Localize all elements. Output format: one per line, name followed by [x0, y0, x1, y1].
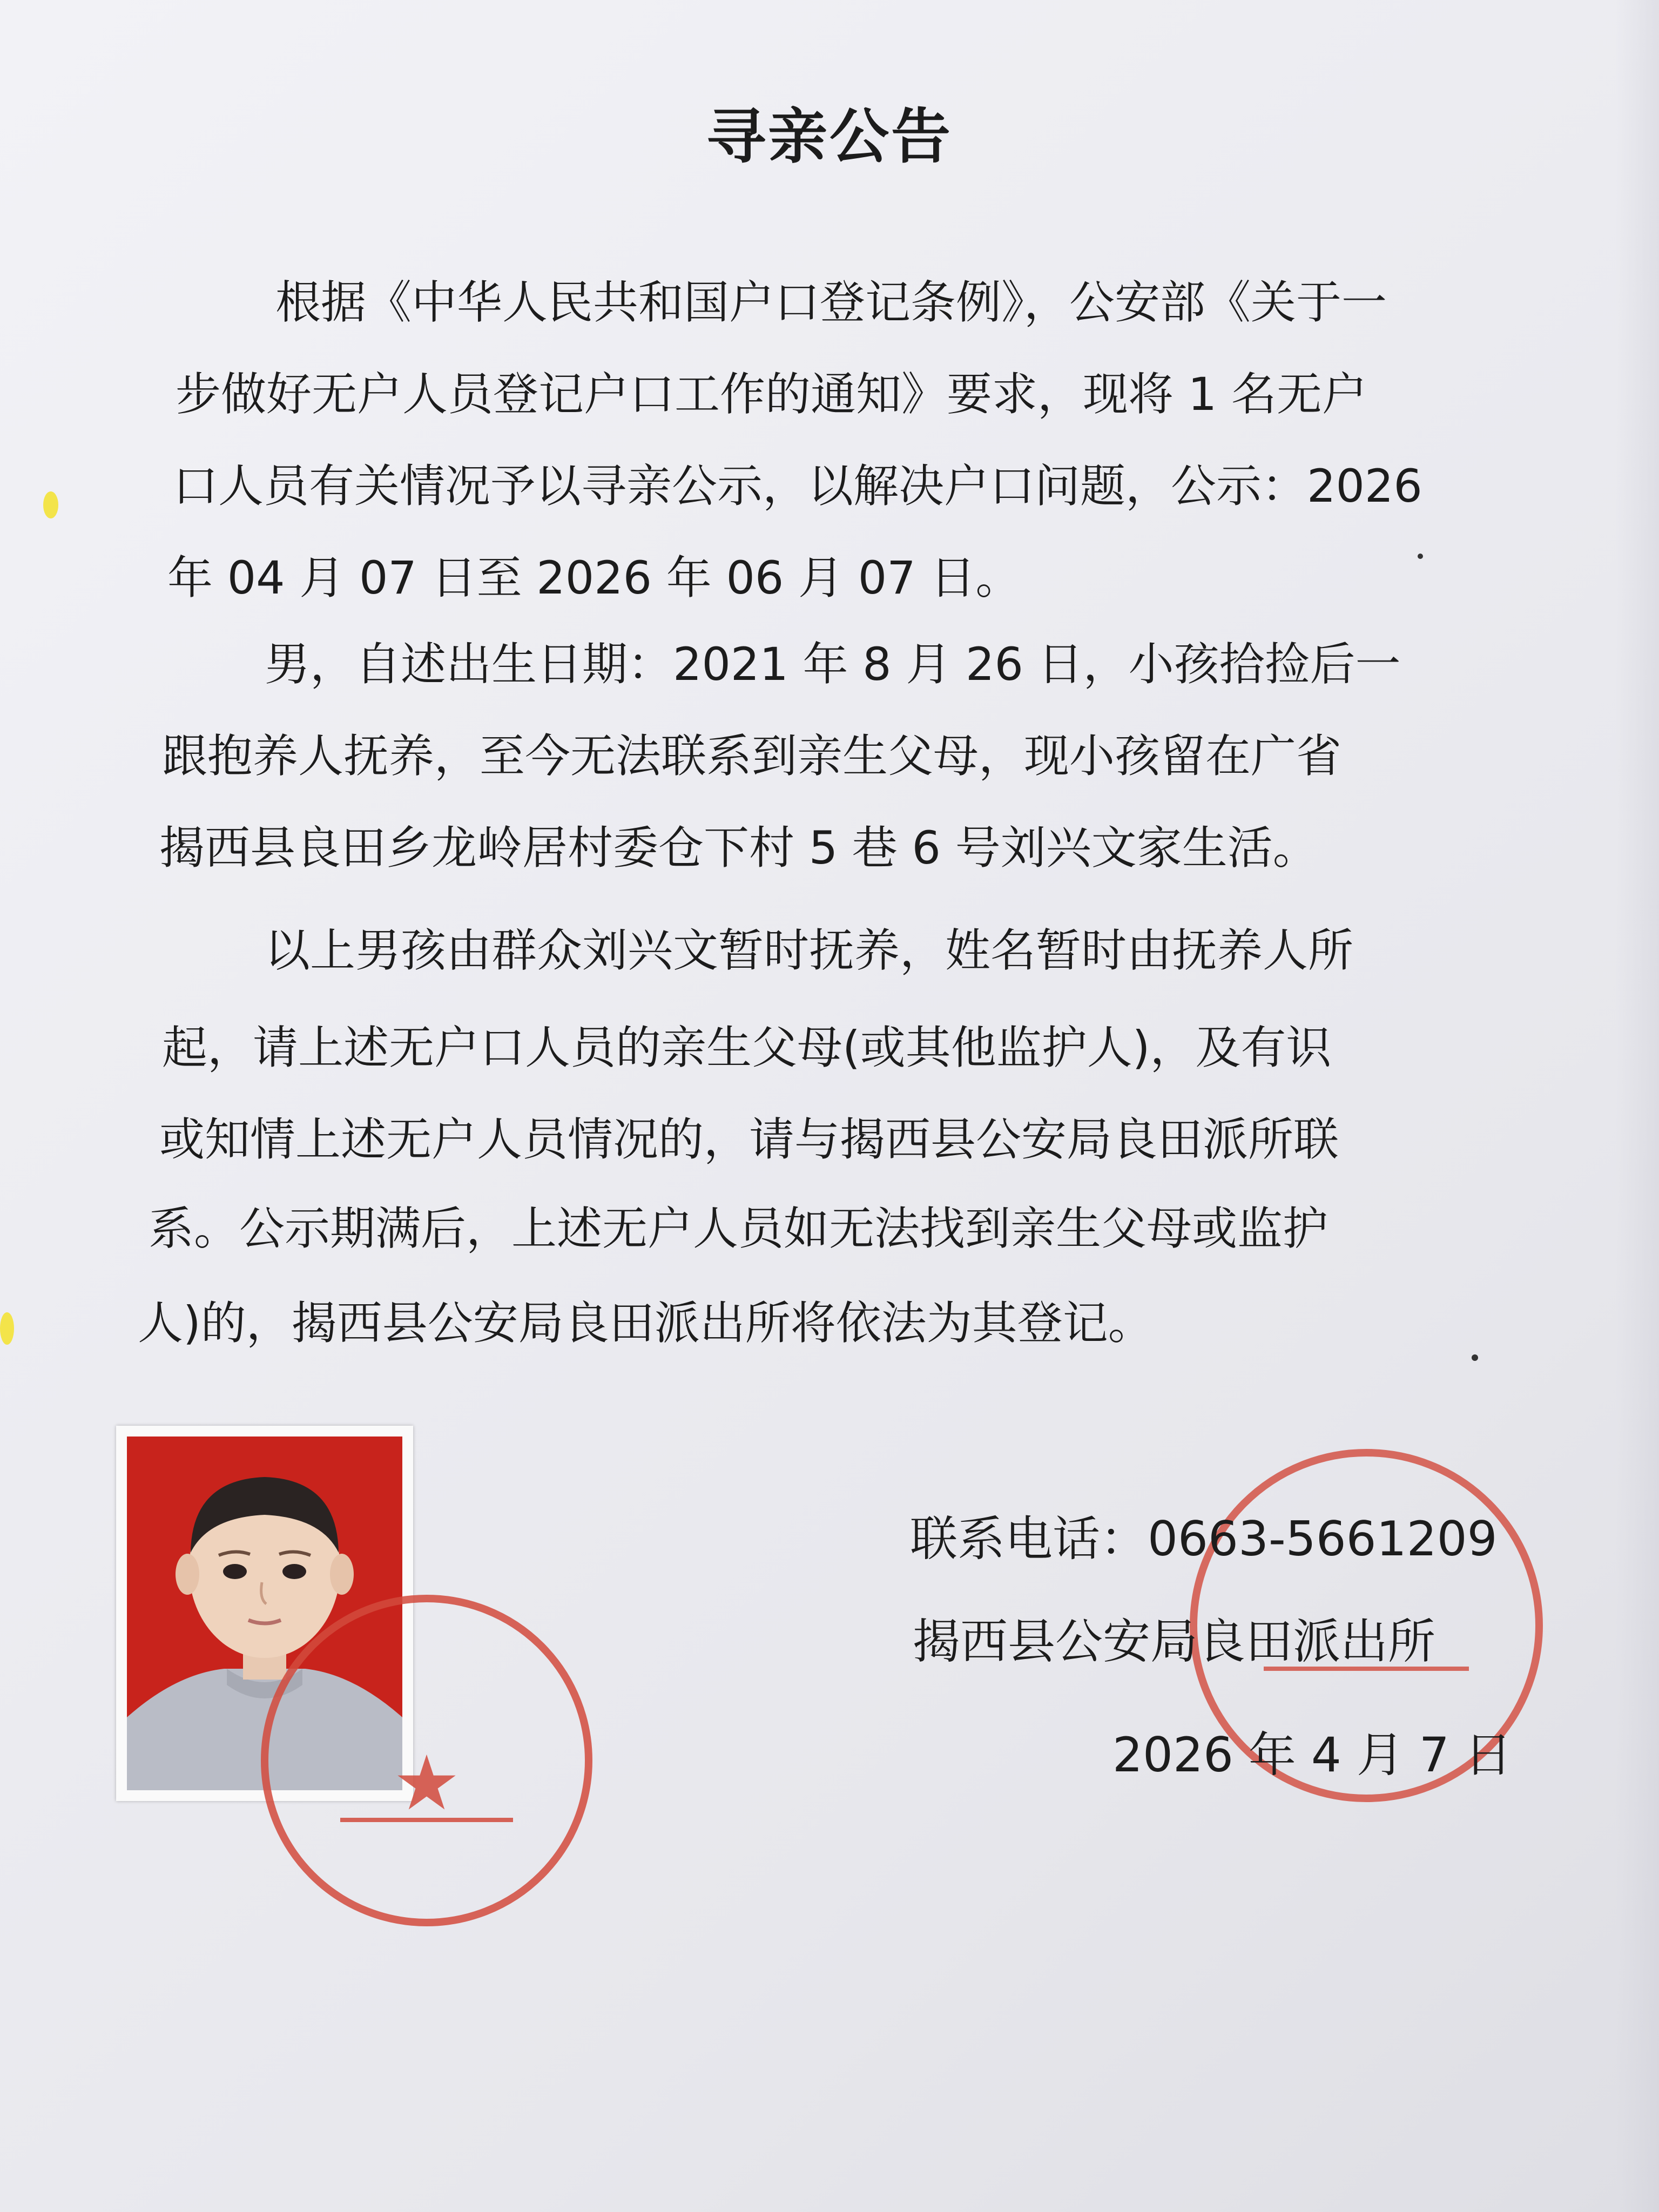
para2-line3: 揭西县良田乡龙岭居村委仓下村 5 巷 6 号刘兴文家生活。	[159, 821, 1318, 874]
para3-line2: 起，请上述无户口人员的亲生父母(或其他监护人)，及有识	[162, 1021, 1332, 1074]
para1-line1: 根据《中华人民共和国户口登记条例》，公安部《关于一	[275, 276, 1387, 329]
para3-line1: 以上男孩由群众刘兴文暂时抚养，姓名暂时由抚养人所	[265, 924, 1354, 977]
svg-text:★: ★	[393, 1739, 461, 1827]
para3-line3: 或知情上述无户人员情况的，请与揭西县公安局良田派所联	[159, 1113, 1339, 1166]
para3-line4: 系。公示期满后，上述无户人员如无法找到亲生父母或监护	[149, 1202, 1328, 1255]
contact-phone: 联系电话：0663-5661209	[910, 1511, 1498, 1567]
para3-line5: 人)的，揭西县公安局良田派出所将依法为其登记。	[138, 1297, 1154, 1350]
para2-line1: 男，自述出生日期：2021 年 8 月 26 日，小孩拾捡后一	[265, 638, 1401, 691]
para2-line2: 跟抱养人抚养，至今无法联系到亲生父母，现小孩留在广省	[162, 730, 1342, 783]
issue-date: 2026 年 4 月 7 日	[1112, 1727, 1512, 1783]
notice-title: 寻亲公告	[706, 102, 953, 171]
highlight-mark	[0, 1312, 14, 1345]
issuing-office: 揭西县公安局良田派出所	[913, 1614, 1436, 1669]
speck	[1472, 1354, 1478, 1361]
para1-line4: 年 04 月 07 日至 2026 年 06 月 07 日。	[167, 551, 1021, 604]
speck	[1418, 554, 1423, 559]
para1-line2: 步做好无户人员登记户口工作的通知》要求，现将 1 名无户	[176, 368, 1367, 421]
left-official-seal	[254, 1588, 599, 1933]
highlight-mark	[43, 491, 58, 518]
page-shadow	[1616, 0, 1659, 2212]
para1-line3: 口人员有关情况予以寻亲公示，以解决户口问题，公示：2026	[173, 460, 1422, 512]
